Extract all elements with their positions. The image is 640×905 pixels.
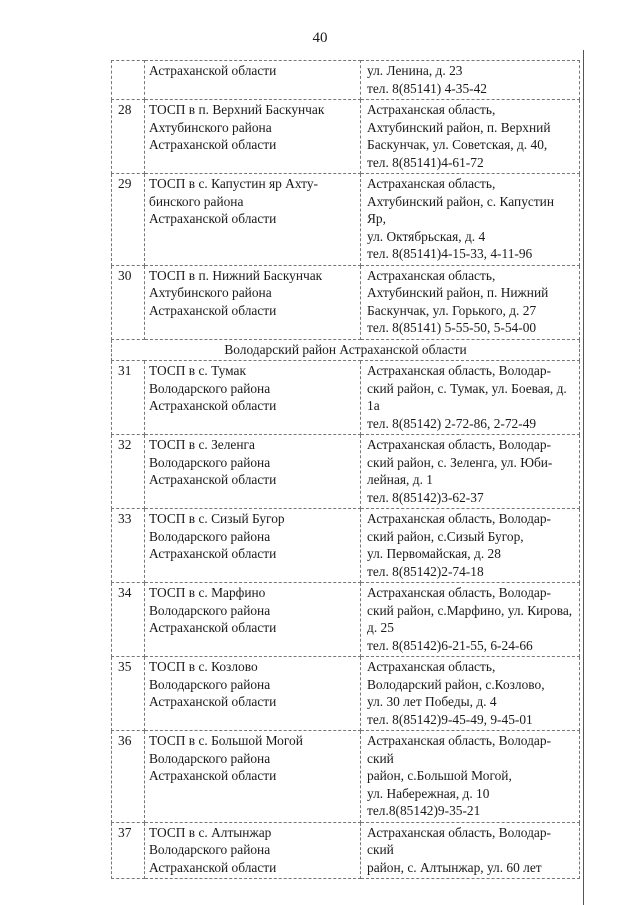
office-name: ТОСП в с. Зеленга Володарского района Астраханской области bbox=[145, 435, 361, 509]
row-number: 31 bbox=[112, 361, 145, 435]
row-number: 28 bbox=[112, 100, 145, 174]
page-number: 40 bbox=[312, 30, 328, 46]
table-row bbox=[112, 361, 580, 435]
registry-table-body bbox=[112, 61, 580, 879]
table-row bbox=[112, 174, 580, 266]
office-address: Астраханская область, Володар- ский район, с. Тумак, ул. Боевая, д. 1а тел. 8(85142) 2-72-86, 2-72-49 bbox=[361, 361, 580, 435]
table-row bbox=[112, 265, 580, 339]
row-number: 34 bbox=[112, 583, 145, 657]
office-name: ТОСП в с. Большой Могой Володарского района Астраханской области bbox=[145, 731, 361, 823]
office-address: Астраханская область, Володарский район, с.Козлово, ул. 30 лет Победы, д. 4 тел. 8(85142)9-45-49, 9-45-01 bbox=[361, 657, 580, 731]
office-address: Астраханская область, Володар- ский район, с. Алтынжар, ул. 60 лет bbox=[361, 822, 580, 879]
office-address: Астраханская область, Ахтубинский район, п. Нижний Баскунчак, ул. Горького, д. 27 тел. 8(85141) 5-55-50, 5-54-00 bbox=[361, 265, 580, 339]
table-row bbox=[112, 100, 580, 174]
table-row bbox=[112, 657, 580, 731]
registry-table bbox=[111, 60, 580, 879]
row-number: 30 bbox=[112, 265, 145, 339]
office-address: Астраханская область, Володар- ский район, с.Большой Могой, ул. Набережная, д. 10 тел.8(85142)9-35-21 bbox=[361, 731, 580, 823]
table-row bbox=[112, 509, 580, 583]
row-number bbox=[112, 61, 145, 100]
table-row bbox=[112, 731, 580, 823]
table-row bbox=[112, 61, 580, 100]
office-address: Астраханская область, Ахтубинский район, п. Верхний Баскунчак, ул. Советская, д. 40, тел. 8(85141)4-61-72 bbox=[361, 100, 580, 174]
table-row bbox=[112, 583, 580, 657]
office-name: ТОСП в п. Нижний Баскунчак Ахтубинского района Астраханской области bbox=[145, 265, 361, 339]
row-number: 33 bbox=[112, 509, 145, 583]
office-name: ТОСП в с. Капустин яр Ахту- бинского района Астраханской области bbox=[145, 174, 361, 266]
row-number: 36 bbox=[112, 731, 145, 823]
office-name: ТОСП в п. Верхний Баскунчак Ахтубинского района Астраханской области bbox=[145, 100, 361, 174]
section-header-row bbox=[112, 339, 580, 361]
right-margin-rule bbox=[583, 50, 584, 905]
office-name: ТОСП в с. Марфино Володарского района Астраханской области bbox=[145, 583, 361, 657]
table-row bbox=[112, 435, 580, 509]
office-name: Астраханской области bbox=[145, 61, 361, 100]
row-number: 29 bbox=[112, 174, 145, 266]
office-name: ТОСП в с. Тумак Володарского района Астраханской области bbox=[145, 361, 361, 435]
office-address: Астраханская область, Ахтубинский район, с. Капустин Яр, ул. Октябрьская, д. 4 тел. 8(85141)4-15-33, 4-11-96 bbox=[361, 174, 580, 266]
office-name: ТОСП в с. Сизый Бугор Володарского района Астраханской области bbox=[145, 509, 361, 583]
row-number: 35 bbox=[112, 657, 145, 731]
row-number: 32 bbox=[112, 435, 145, 509]
section-title: Володарский район Астраханской области bbox=[112, 339, 580, 361]
office-address: Астраханская область, Володар- ский район, с. Зеленга, ул. Юби- лейная, д. 1 тел. 8(85142)3-62-37 bbox=[361, 435, 580, 509]
office-address: Астраханская область, Володар- ский район, с.Сизый Бугор, ул. Первомайская, д. 28 тел. 8(85142)2-74-18 bbox=[361, 509, 580, 583]
office-name: ТОСП в с. Алтынжар Володарского района Астраханской области bbox=[145, 822, 361, 879]
office-address: Астраханская область, Володар- ский район, с.Марфино, ул. Кирова, д. 25 тел. 8(85142)6-21-55, 6-24-66 bbox=[361, 583, 580, 657]
row-number: 37 bbox=[112, 822, 145, 879]
office-name: ТОСП в с. Козлово Володарского района Астраханской области bbox=[145, 657, 361, 731]
office-address: ул. Ленина, д. 23 тел. 8(85141) 4-35-42 bbox=[361, 61, 580, 100]
table-row bbox=[112, 822, 580, 879]
